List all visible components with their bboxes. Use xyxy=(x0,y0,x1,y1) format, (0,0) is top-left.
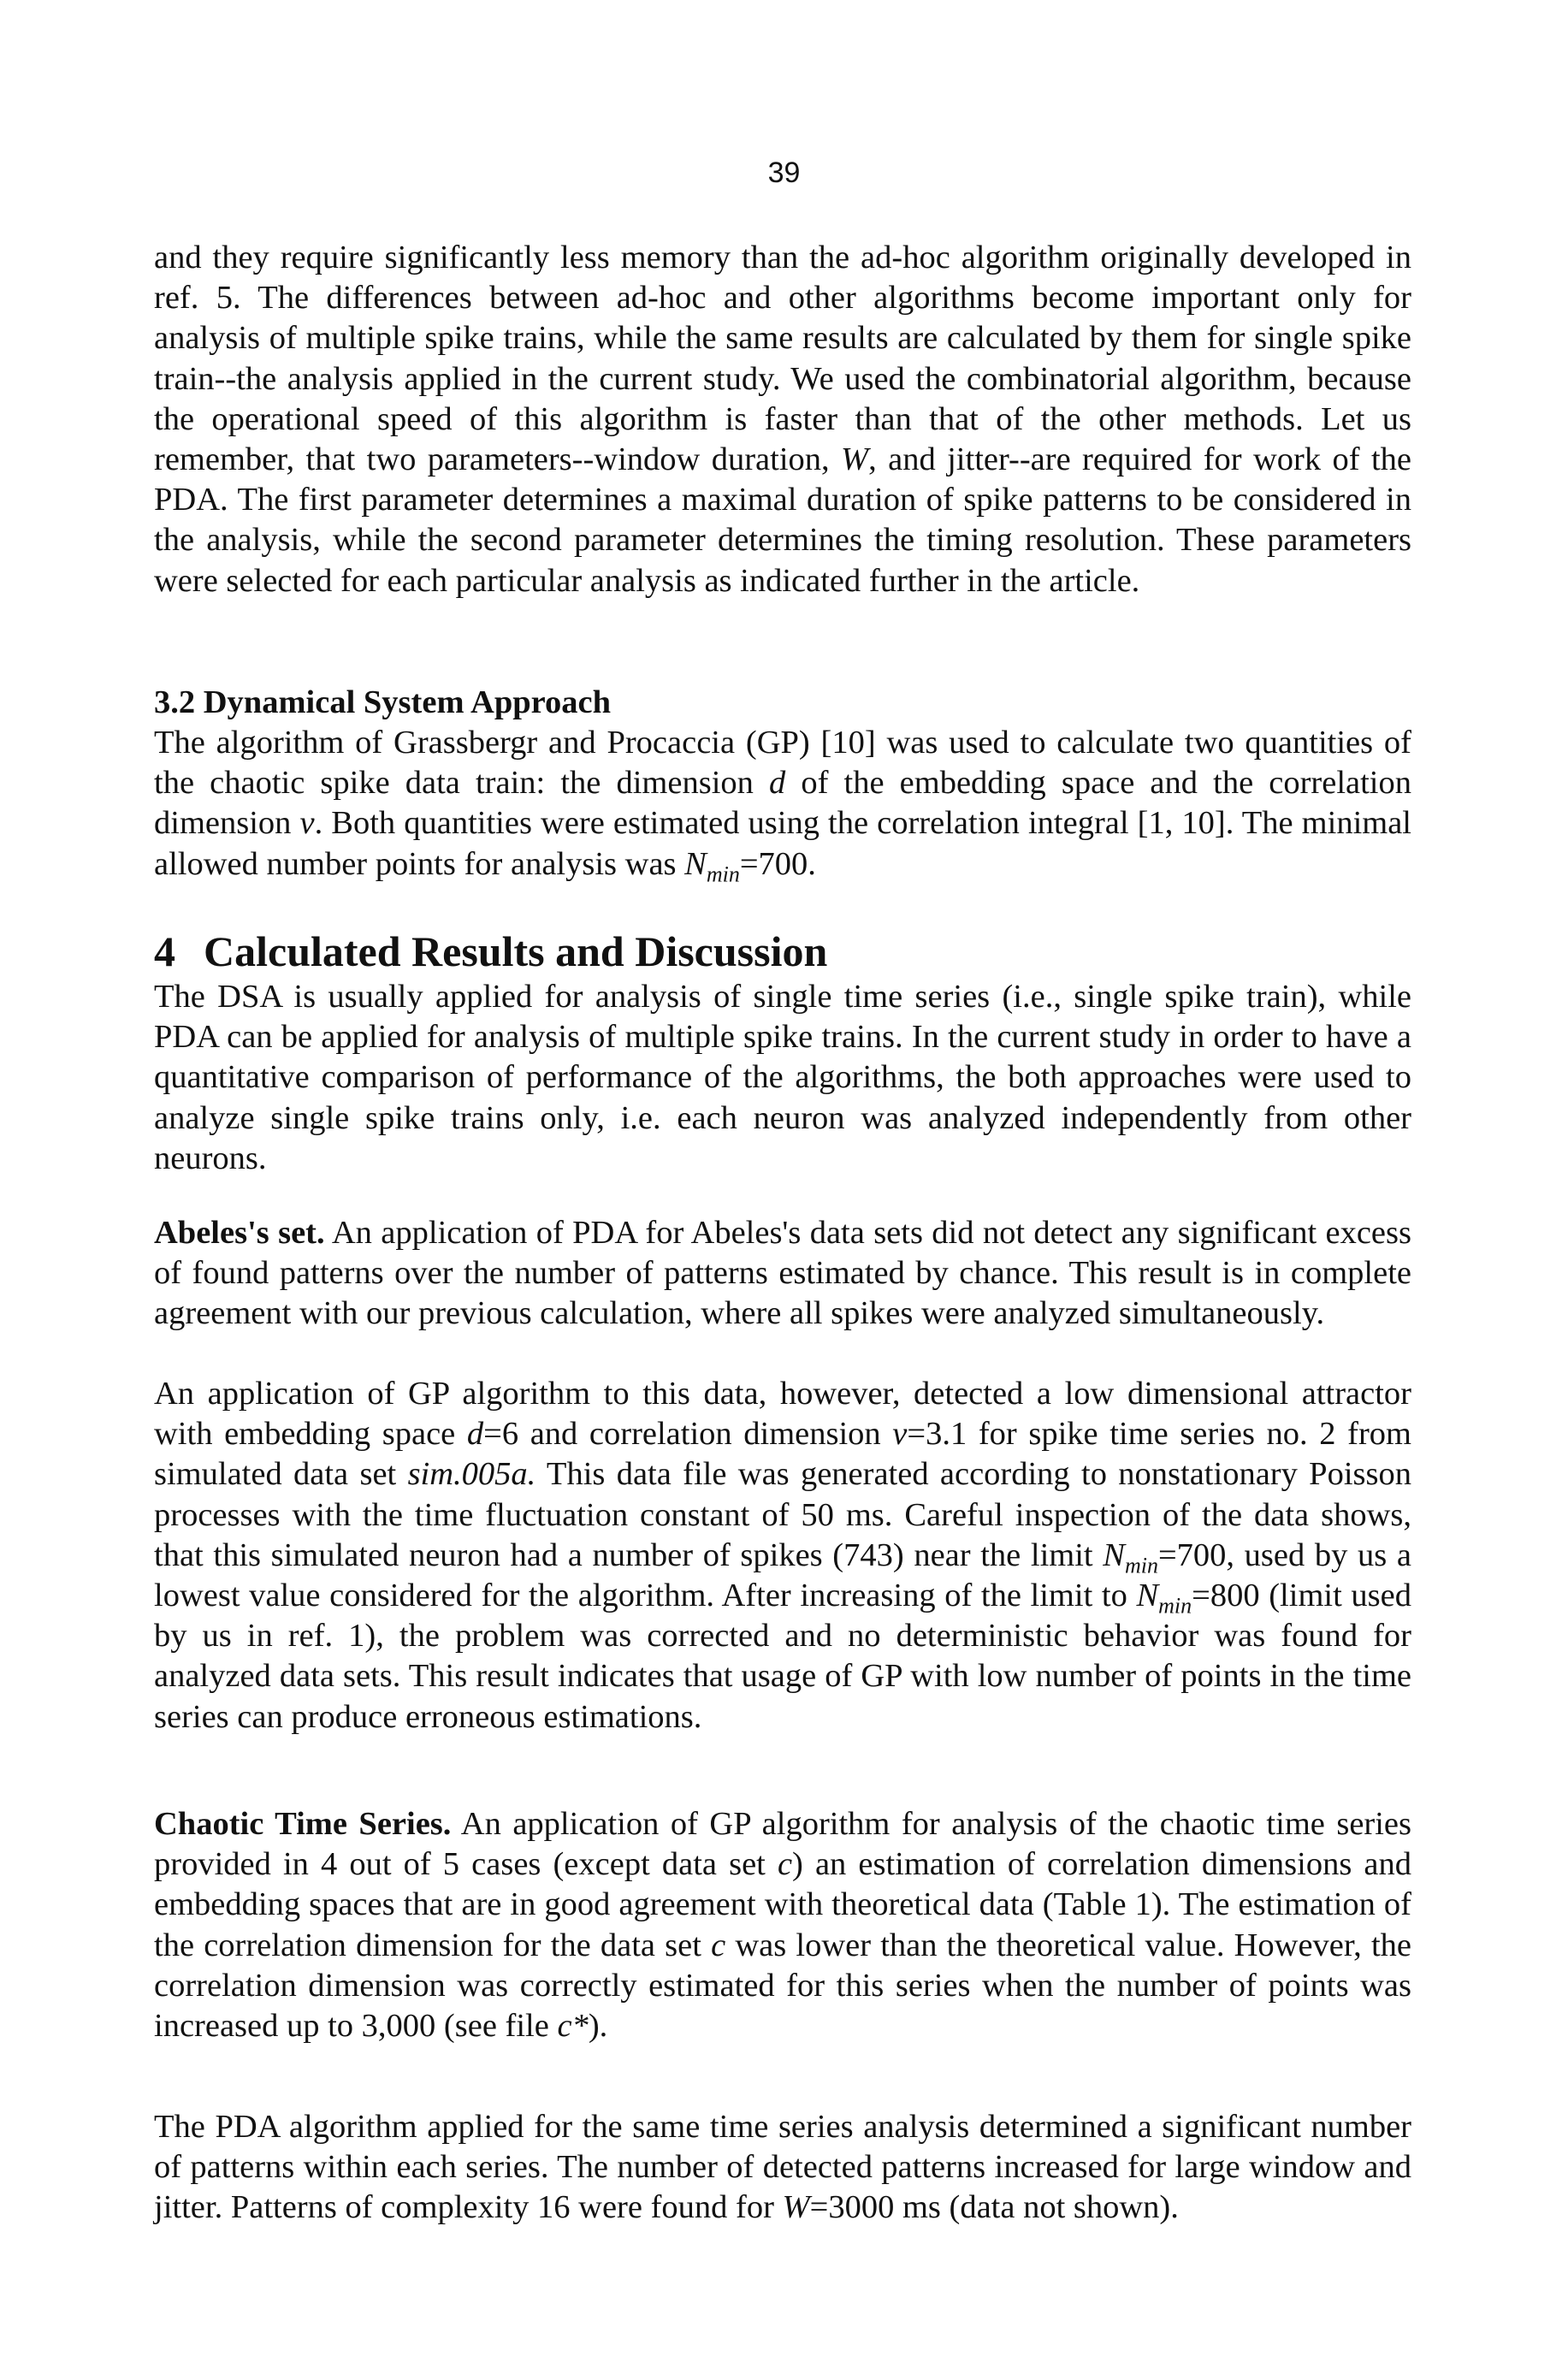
page-number: 39 xyxy=(767,157,801,189)
text-run: was lower than the theoretical value. However, the correlation dimension was correctly estimated for this series when the number of points was increased up to 3,000 (see file xyxy=(154,1927,1411,2045)
section-4-heading xyxy=(154,927,827,976)
text-run: An application of PDA for Abeles's data sets did not detect any significant excess of found patterns over the number of patterns estimated by chance. This result is in complete agreement with our previous calculation, where all spikes were analyzed simultaneously. xyxy=(154,1215,1411,1332)
text-run: and they require significantly less memory than the ad-hoc algorithm originally developed in ref. 5. The differences between ad-hoc and other algorithms become important only for analysis of multiple spike trains, while the same results are calculated by them for single spike train--the analysis applied in the current study. We used the combinatorial algorithm, because the operational speed of this algorithm is faster than that of the other methods. Let us remember, that two parameters--window duration, xyxy=(154,240,1411,478)
text-run: N xyxy=(684,845,707,882)
text-run: =6 and correlation dimension xyxy=(483,1416,893,1453)
chaotic-paragraph xyxy=(154,1804,1411,2046)
text-run: c xyxy=(777,1846,793,1883)
text-run: , and jitter--are required for work of the PDA. The first parameter determines a maximal duration of spike patterns to be considered in the analysis, while the second parameter determines the timing resolution. These parameters were selected for each particular analysis as indicated further in the article. xyxy=(154,441,1411,599)
text-run: This data file was generated according to nonstationary Poisson processes with the time fluctuation constant of 50 ms. Careful inspection of the data shows, that this simulated neuron had a number of spikes (743) near the limit xyxy=(154,1456,1411,1573)
section-4-title: Calculated Results and Discussion xyxy=(204,927,828,975)
subscript: min xyxy=(1124,1553,1158,1578)
text-run: =3000 ms (data not shown). xyxy=(809,2189,1179,2226)
pda-paragraph xyxy=(154,2107,1411,2229)
section-3-2-body xyxy=(154,723,1411,885)
text-run: v xyxy=(299,805,315,842)
section-4-number: 4 xyxy=(154,927,175,975)
text-run: v xyxy=(892,1416,908,1453)
text-run: =700. xyxy=(739,845,816,882)
text-run: ). xyxy=(588,2008,608,2045)
text-run: d xyxy=(769,765,786,802)
section-3-2-heading: 3.2 Dynamical System Approach xyxy=(154,684,612,720)
abeles-gp-paragraph xyxy=(154,1374,1411,1738)
text-run: c xyxy=(711,1927,726,1963)
text-run: =3.1 for spike time series no. 2 from simulated data set xyxy=(154,1416,1411,1493)
text-run: =700, used by us a lowest value considered for the algorithm. After increasing of the limit to xyxy=(154,1536,1411,1614)
paragraph-lead-in: Chaotic Time Series. xyxy=(154,1806,452,1842)
text-run: An application of GP algorithm for analysis of the chaotic time series provided in 4 out of 5 cases (except data set xyxy=(154,1806,1412,1883)
paragraph-pda-parameters xyxy=(154,238,1411,601)
text-run: c* xyxy=(557,2008,589,2045)
text-run: d xyxy=(466,1416,484,1453)
text-run: sim.005a. xyxy=(407,1456,536,1493)
text-run: N xyxy=(1103,1536,1125,1573)
text-run: N xyxy=(1136,1578,1159,1614)
paragraph-lead-in: Abeles's set. xyxy=(154,1215,325,1251)
text-run: W xyxy=(782,2189,810,2226)
text-run: of the embedding space and the correlation dimension xyxy=(154,765,1412,842)
text-run: The DSA is usually applied for analysis of single time series (i.e., single spike train), while PDA can be applied for analysis of multiple spike trains. In the current study in order to have a quantitative comparison of performance of the algorithms, the both approaches were used to analyze single spike trains only, i.e. each neuron was analyzed independently from other neurons. xyxy=(154,979,1411,1176)
subscript: min xyxy=(706,861,740,887)
text-run: An application of GP algorithm to this data, however, detected a low dimensional attractor with embedding space xyxy=(154,1376,1411,1453)
text-run: The algorithm of Grassbergr and Procaccia (GP) [10] was used to calculate two quantities of the chaotic spike data train: the dimension xyxy=(154,725,1411,802)
text-run: W xyxy=(841,441,869,478)
section-4-intro xyxy=(154,977,1411,1179)
subscript: min xyxy=(1158,1593,1192,1619)
text-run: . Both quantities were estimated using the correlation integral [1, 10]. The minimal allowed number points for analysis was xyxy=(154,805,1411,882)
text-run: The PDA algorithm applied for the same time series analysis determined a significant number of patterns within each series. The number of detected patterns increased for large window and jitter. Patterns of complexity 16 were found for xyxy=(154,2109,1411,2226)
abeles-paragraph xyxy=(154,1213,1411,1335)
text-run: =800 (limit used by us in ref. 1), the problem was corrected and no deterministic behavior was found for analyzed data sets. This result indicates that usage of GP with low number of points in the time series can produce erroneous estimations. xyxy=(154,1578,1411,1735)
text-run: ) an estimation of correlation dimensions and embedding spaces that are in good agreement with theoretical data (Table 1). The estimation of the correlation dimension for the data set xyxy=(154,1846,1411,1963)
